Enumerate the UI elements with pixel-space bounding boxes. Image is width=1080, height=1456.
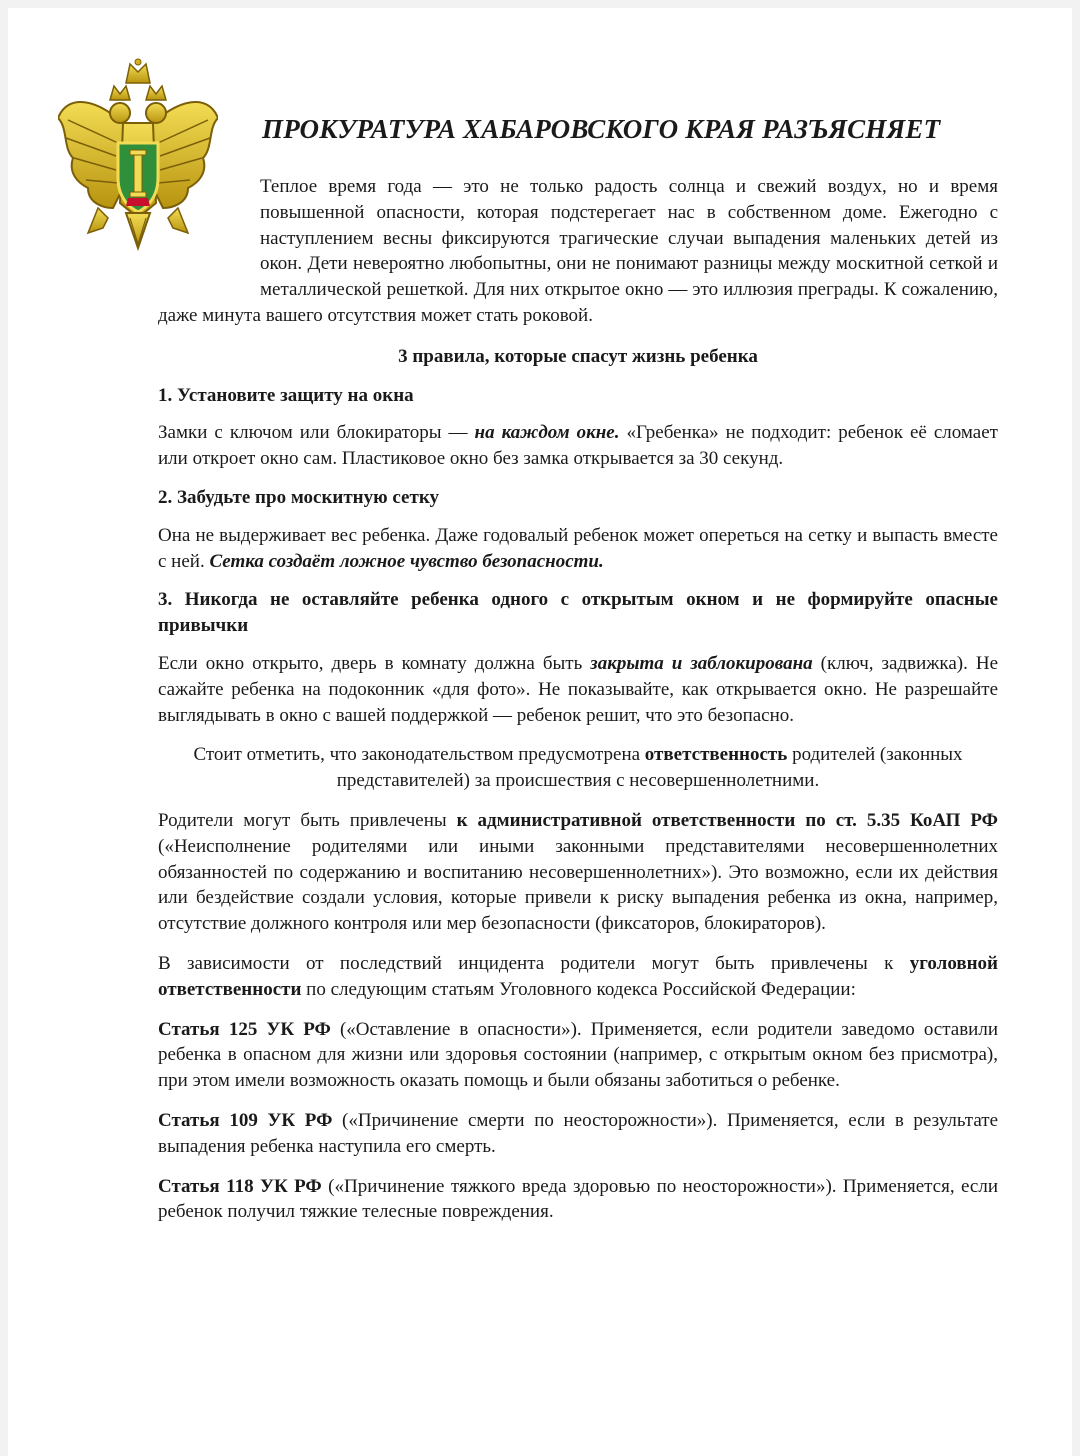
article-125: Статья 125 УК РФ («Оставление в опасности»). Применяется, если родители заведомо оставили ребенка в опасном для жизни или здоровья состоянии (например, с открытым окном без присмотра), при этом имели возможность оказать помощь и были обязаны заботиться о ребенке. (158, 1018, 998, 1092)
criminal-paragraph: В зависимости от последствий инцидента родители могут быть привлечены к уголовной ответственности по следующим статьям Уголовного кодекса Российской Федерации: (158, 952, 998, 1000)
responsibility-note: Стоит отметить, что законодательством предусмотрена ответственность родителей (законных представителей) за происшествия с несовершеннолетними. (193, 744, 963, 792)
intro-paragraph: Теплое время года — это не только радость солнца и свежий воздух, но и время повышенной опасности, которая подстерегает нас в собственном доме. Ежегодно с наступлением весны фиксируются трагические случаи выпадения маленьких детей из окон. Дети невероятно любопытны, они не понимают разницы между москитной сеткой и металлической решеткой. Для них открытое окно — это иллюзия преграды. К сожалению, даже минута вашего отсутствия может стать роковой. (158, 176, 998, 326)
emblem-spacer (158, 174, 260, 279)
document-page (8, 8, 1072, 1456)
article-118: Статья 118 УК РФ («Причинение тяжкого вреда здоровью по неосторожности»). Применяется, если ребенок получил тяжкие телесные повреждения. (158, 1175, 998, 1223)
rule-3-title: 3. Никогда не оставляйте ребенка одного с открытым окном и не формируйте опасные привычки (158, 589, 998, 637)
rule-2-title: 2. Забудьте про москитную сетку (158, 486, 440, 508)
rule-3-text: Если окно открыто, дверь в комнату должна быть закрыта и заблокирована (ключ, задвижка). Не сажайте ребенка на подоконник «для фото». Не показывайте, как открывается окно. Не разрешайте выглядывать в окно с вашей поддержкой — ребенок решит, что это безопасно. (158, 652, 999, 726)
page-title: ПРОКУРАТУРА ХАБАРОВСКОГО КРАЯ РАЗЪЯСНЯЕТ (262, 114, 941, 144)
rule-1-title: 1. Установите защиту на окна (158, 384, 414, 406)
section-title: 3 правила, которые спасут жизнь ребенка (398, 345, 758, 367)
administrative-paragraph: Родители могут быть привлечены к административной ответственности по ст. 5.35 КоАП РФ («Неисполнение родителями или иными законными представителями несовершеннолетних обязанностей по содержанию и воспитанию несовершеннолетних»). Это возможно, если их действия или бездействие создали условия, которые привели к риску выпадения ребенка из окна, например, отсутствие должного контроля или мер безопасности (фиксаторов, блокираторов). (158, 809, 998, 935)
article-109: Статья 109 УК РФ («Причинение смерти по неосторожности»). Применяется, если в результате выпадения ребенка наступила его смерть. (158, 1109, 998, 1157)
rule-1-text: Замки с ключом или блокираторы — на каждом окне. «Гребенка» не подходит: ребенок её сломает или откроет окно сам. Пластиковое окно без замка открывается за 30 секунд. (158, 422, 998, 470)
document-body (158, 174, 998, 1225)
rule-2-text: Она не выдерживает вес ребенка. Даже годовалый ребенок может опереться на сетку и выпасть вместе с ней. Сетка создаёт ложное чувство безопасности. (158, 524, 998, 572)
